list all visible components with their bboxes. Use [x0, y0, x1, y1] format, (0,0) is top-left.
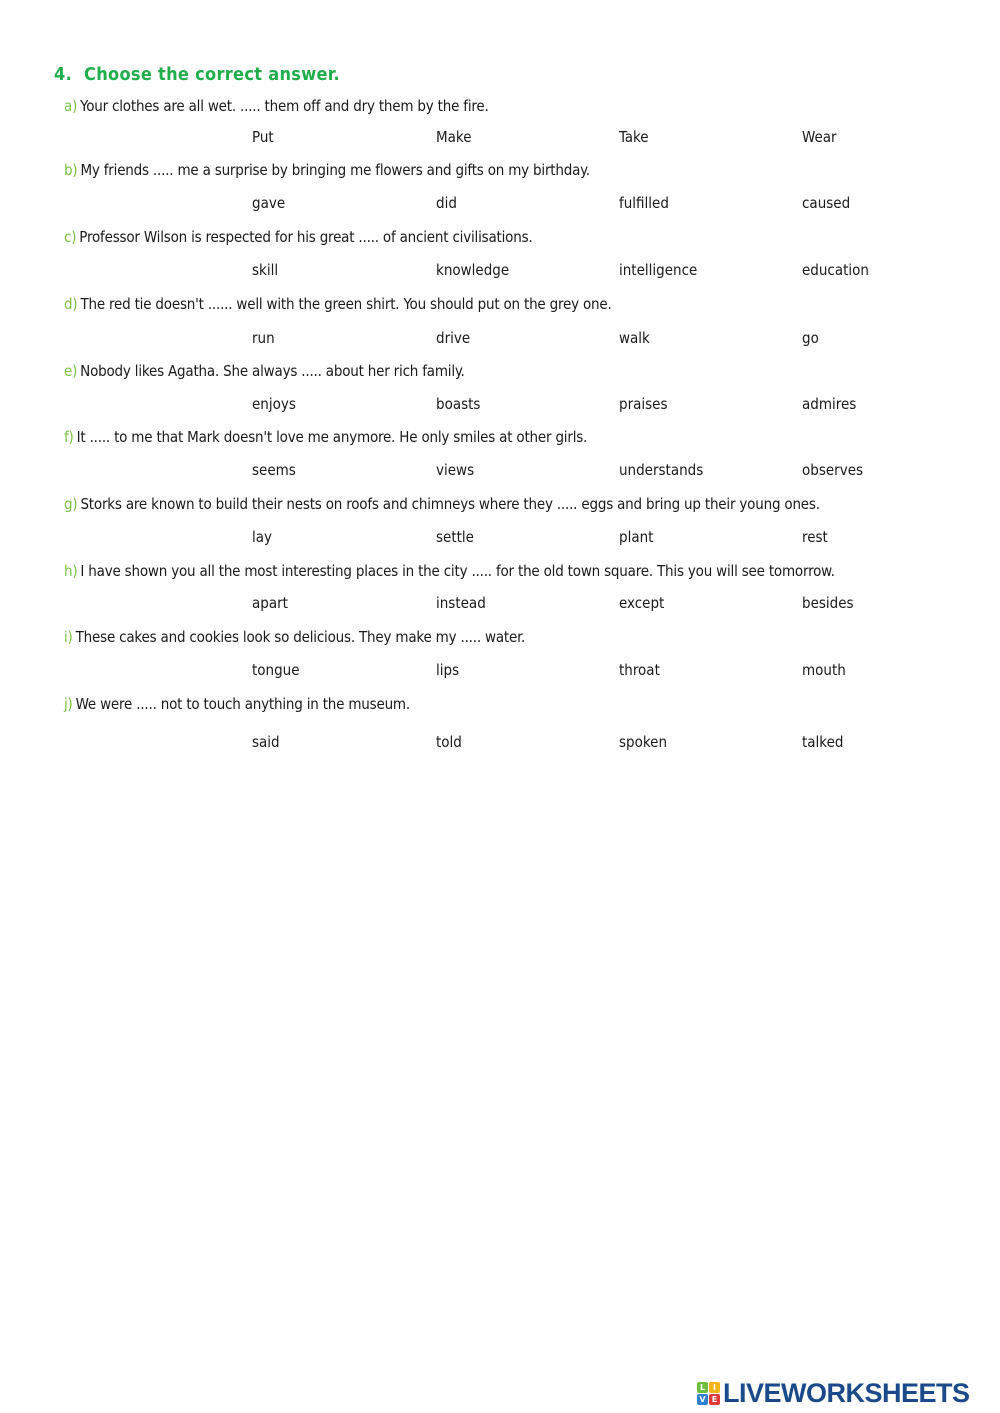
- answer-option[interactable]: fulfilled: [619, 194, 669, 212]
- question-text: These cakes and cookies look so delicious. They make my ..... water.: [75, 628, 526, 646]
- answer-options: [0, 661, 1000, 683]
- answer-option[interactable]: admires: [802, 395, 857, 413]
- question-letter: i): [64, 628, 73, 646]
- answer-option[interactable]: plant: [619, 528, 654, 546]
- answer-option[interactable]: observes: [802, 461, 864, 479]
- answer-options: [0, 128, 1000, 150]
- answer-options: [0, 594, 1000, 616]
- logo-block-v: V: [697, 1394, 708, 1405]
- question-letter: j): [64, 695, 73, 713]
- question-f: [64, 428, 587, 446]
- answer-options: [0, 261, 1000, 283]
- answer-option[interactable]: drive: [436, 329, 471, 347]
- answer-option[interactable]: enjoys: [252, 395, 296, 413]
- answer-option[interactable]: knowledge: [436, 261, 510, 279]
- answer-option[interactable]: gave: [252, 194, 286, 212]
- question-e: [64, 362, 465, 380]
- question-letter: g): [64, 495, 78, 513]
- question-letter: d): [64, 295, 78, 313]
- answer-option[interactable]: Put: [252, 128, 274, 146]
- answer-options: [0, 528, 1000, 550]
- answer-option[interactable]: Make: [436, 128, 472, 146]
- question-h: [64, 562, 835, 580]
- exercise-title: [54, 64, 340, 85]
- question-letter: f): [64, 428, 74, 446]
- question-i: [64, 628, 525, 646]
- exercise-instruction: Choose the correct answer.: [84, 64, 340, 85]
- answer-option[interactable]: Take: [619, 128, 649, 146]
- answer-option[interactable]: intelligence: [619, 261, 698, 279]
- logo-block-i: I: [709, 1382, 720, 1393]
- logo-block-e: E: [709, 1394, 720, 1405]
- answer-option[interactable]: lips: [436, 661, 460, 679]
- answer-option[interactable]: lay: [252, 528, 273, 546]
- answer-option[interactable]: settle: [436, 528, 474, 546]
- question-letter: b): [64, 161, 78, 179]
- question-a: [64, 97, 489, 115]
- question-text: Professor Wilson is respected for his great ..... of ancient civilisations.: [79, 228, 533, 246]
- question-letter: h): [64, 562, 78, 580]
- question-letter: c): [64, 228, 77, 246]
- live-blocks-icon: [697, 1382, 720, 1405]
- question-text: We were ..... not to touch anything in the museum.: [75, 695, 410, 713]
- logo-text: LIVEWORKSHEETS: [723, 1377, 970, 1408]
- question-d: [64, 295, 612, 313]
- answer-option[interactable]: rest: [802, 528, 828, 546]
- answer-option[interactable]: tongue: [252, 661, 300, 679]
- question-j: [64, 695, 410, 713]
- answer-option[interactable]: besides: [802, 594, 854, 612]
- answer-option[interactable]: walk: [619, 329, 650, 347]
- answer-option[interactable]: throat: [619, 661, 660, 679]
- answer-option[interactable]: go: [802, 329, 819, 347]
- liveworksheets-logo: [697, 1378, 970, 1408]
- answer-option[interactable]: boasts: [436, 395, 481, 413]
- answer-option[interactable]: praises: [619, 395, 668, 413]
- answer-options: [0, 395, 1000, 417]
- question-b: [64, 161, 590, 179]
- answer-option[interactable]: told: [436, 733, 462, 751]
- answer-option[interactable]: caused: [802, 194, 851, 212]
- answer-option[interactable]: instead: [436, 594, 486, 612]
- question-letter: e): [64, 362, 78, 380]
- question-text: Storks are known to build their nests on roofs and chimneys where they ..... eggs and bring up their young ones.: [80, 495, 820, 513]
- question-letter: a): [64, 97, 78, 115]
- question-text: It ..... to me that Mark doesn't love me anymore. He only smiles at other girls.: [76, 428, 588, 446]
- answer-option[interactable]: mouth: [802, 661, 846, 679]
- answer-options: [0, 194, 1000, 216]
- answer-option[interactable]: said: [252, 733, 280, 751]
- answer-option[interactable]: except: [619, 594, 665, 612]
- question-text: Your clothes are all wet. ..... them off and dry them by the fire.: [80, 97, 489, 115]
- answer-option[interactable]: Wear: [802, 128, 837, 146]
- question-c: [64, 228, 533, 246]
- question-text: My friends ..... me a surprise by bringing me flowers and gifts on my birthday.: [80, 161, 590, 179]
- logo-block-l: L: [697, 1382, 708, 1393]
- question-g: [64, 495, 820, 513]
- answer-option[interactable]: understands: [619, 461, 704, 479]
- question-text: Nobody likes Agatha. She always ..... about her rich family.: [80, 362, 465, 380]
- answer-option[interactable]: views: [436, 461, 475, 479]
- question-text: I have shown you all the most interesting places in the city ..... for the old town square. This you will see tomorrow.: [80, 562, 835, 580]
- answer-option[interactable]: education: [802, 261, 869, 279]
- answer-option[interactable]: apart: [252, 594, 288, 612]
- answer-option[interactable]: skill: [252, 261, 279, 279]
- answer-option[interactable]: run: [252, 329, 275, 347]
- exercise-number: 4.: [54, 64, 73, 85]
- answer-options: [0, 329, 1000, 351]
- answer-option[interactable]: did: [436, 194, 457, 212]
- answer-options: [0, 733, 1000, 755]
- question-text: The red tie doesn't ...... well with the green shirt. You should put on the grey one.: [80, 295, 612, 313]
- answer-option[interactable]: talked: [802, 733, 844, 751]
- answer-option[interactable]: spoken: [619, 733, 667, 751]
- answer-options: [0, 461, 1000, 483]
- answer-option[interactable]: seems: [252, 461, 296, 479]
